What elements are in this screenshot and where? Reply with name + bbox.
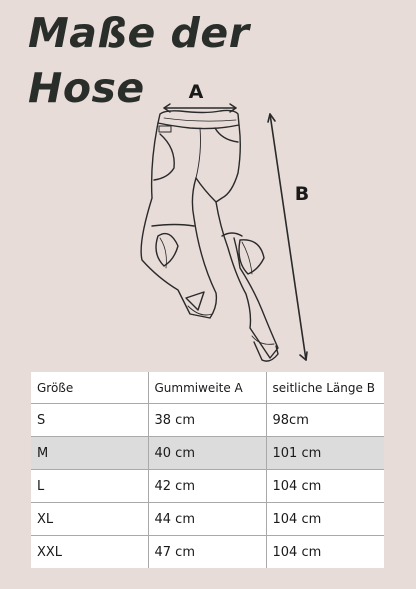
cell-size: L <box>31 470 148 503</box>
label-b: B <box>294 183 310 205</box>
cell-size: XL <box>31 503 148 536</box>
cell-length: 98cm <box>266 404 384 437</box>
header-length-b: seitliche Länge B <box>266 372 384 404</box>
cell-waist: 42 cm <box>148 470 266 503</box>
cell-size: M <box>31 437 148 470</box>
table-header-row <box>31 372 384 404</box>
pants-illustration <box>120 78 340 374</box>
cell-waist: 40 cm <box>148 437 266 470</box>
table-row <box>31 470 384 503</box>
cell-waist: 38 cm <box>148 404 266 437</box>
cell-length: 104 cm <box>266 503 384 536</box>
table-row <box>31 404 384 437</box>
header-size: Größe <box>31 372 148 404</box>
cell-size: XXL <box>37 544 63 560</box>
size-chart-table <box>31 372 384 568</box>
cell-waist: 44 cm <box>148 503 266 536</box>
header-waist-a: Gummiweite A <box>148 372 266 404</box>
cell-waist: 47 cm <box>148 536 266 569</box>
cell-size: S <box>31 404 148 437</box>
title-line-1: Maße der <box>28 9 250 57</box>
measure-b-arrow <box>268 114 310 360</box>
pants-diagram <box>120 78 340 374</box>
title-line-2: Hose <box>28 64 145 112</box>
cell-length: 101 cm <box>266 437 384 470</box>
label-a: A <box>188 81 204 103</box>
cell-length: 104 cm <box>266 536 384 569</box>
size-table <box>31 372 384 568</box>
table-row <box>31 503 384 536</box>
table-row-highlighted <box>31 437 384 470</box>
table-row <box>31 536 384 569</box>
cell-length: 104 cm <box>266 470 384 503</box>
